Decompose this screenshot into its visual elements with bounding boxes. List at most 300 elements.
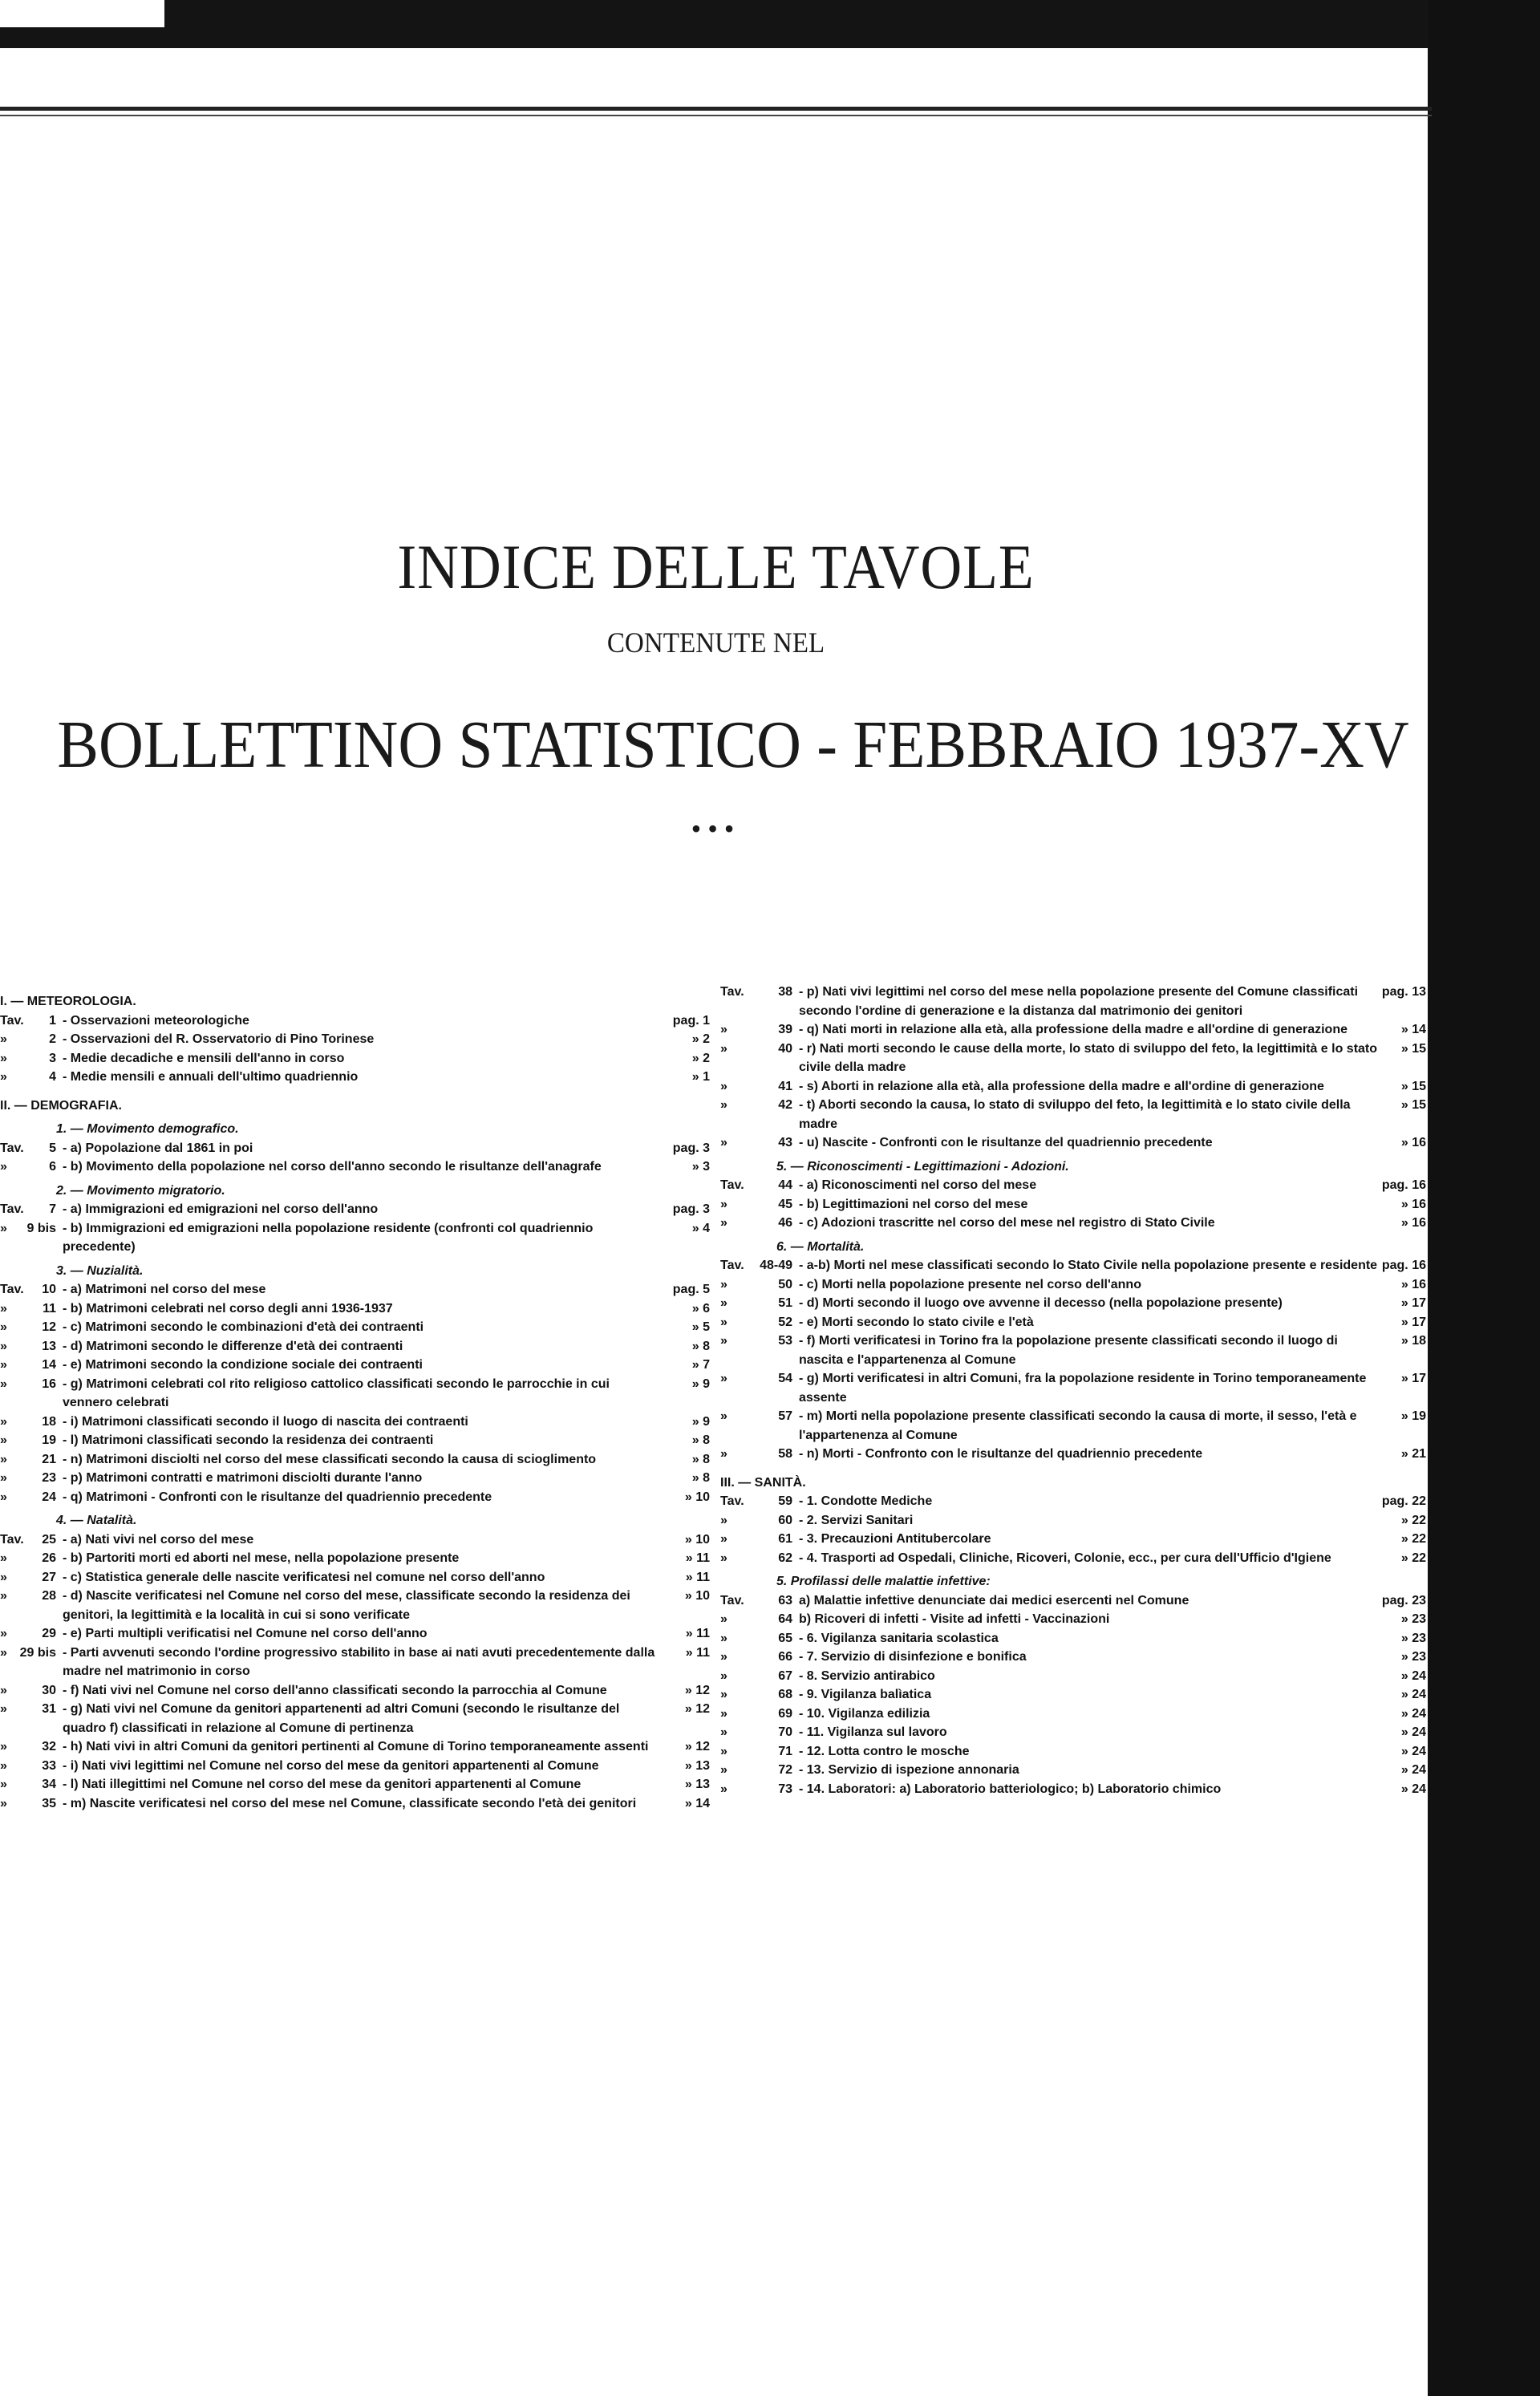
- entry-title: - b) Matrimoni celebrati nel corso degli anni 1936-1937: [63, 1301, 393, 1316]
- page-ref: » 8: [691, 1471, 710, 1485]
- index-entry: [720, 1445, 1426, 1464]
- table-marker: »: [720, 1668, 727, 1683]
- entry-title: - u) Nascite - Confronti con le risultanze del quadriennio precedente: [799, 1136, 1213, 1149]
- table-number: 65: [778, 1631, 792, 1645]
- entry-title: - g) Nati vivi nel Comune da genitori appartenenti ad altri Comuni (secondo le risultanze del quadro f) classificati in relazione al Comune di pertinenza: [63, 1702, 620, 1735]
- table-marker: Tav.: [720, 1494, 744, 1508]
- page-ref: » 24: [1400, 1706, 1426, 1721]
- section-heading: I. — METEOROLOGIA.: [0, 995, 136, 1008]
- entry-title: - 2. Servizi Sanitari: [799, 1513, 914, 1527]
- page-ref: » 24: [1400, 1725, 1426, 1739]
- table-marker: »: [0, 1070, 7, 1084]
- entry-title: - 12. Lotta contro le mosche: [799, 1744, 970, 1758]
- index-entry: [720, 1511, 1426, 1530]
- table-number: 40: [778, 1041, 792, 1056]
- page-ref: » 17: [1400, 1296, 1426, 1310]
- table-marker: »: [0, 1627, 7, 1640]
- scan-top-margin: [0, 0, 164, 27]
- index-entry: [0, 1068, 710, 1087]
- table-marker: »: [720, 1650, 727, 1664]
- table-number: 5: [49, 1141, 56, 1155]
- page-ref: pag. 3: [672, 1141, 710, 1155]
- subsection-heading: 5. — Riconoscimenti - Legittimazioni - Adozioni.: [776, 1159, 1069, 1174]
- page-ref: » 12: [684, 1702, 710, 1716]
- index-entry: [720, 1020, 1426, 1040]
- table-marker: »: [0, 1778, 7, 1791]
- entry-title: - Osservazioni del R. Osservatorio di Pino Torinese: [63, 1032, 375, 1046]
- table-number: 54: [778, 1372, 792, 1385]
- scan-top-border: [0, 0, 1540, 48]
- table-marker: »: [0, 1339, 7, 1353]
- table-number: 70: [778, 1725, 792, 1739]
- entry-title: - Medie mensili e annuali dell'ultimo quadriennio: [63, 1070, 359, 1084]
- table-marker: »: [0, 1796, 7, 1810]
- table-marker: »: [0, 1051, 7, 1065]
- index-entry: [720, 1133, 1426, 1153]
- index-entry: [0, 1624, 710, 1644]
- entry-title: - b) Immigrazioni ed emigrazioni nella popolazione residente (confronti col quadriennio precedente): [63, 1221, 594, 1254]
- table-number: 39: [778, 1023, 792, 1036]
- table-marker: Tav.: [720, 1178, 744, 1192]
- index-entry: [720, 1761, 1426, 1780]
- table-marker: »: [0, 1301, 7, 1316]
- table-number: 71: [778, 1744, 792, 1758]
- table-marker: Tav.: [720, 1259, 744, 1272]
- index-entry: [0, 1794, 710, 1814]
- page-ref: » 21: [1400, 1447, 1426, 1461]
- index-left-column: [0, 983, 710, 1813]
- table-marker: »: [720, 1631, 727, 1645]
- entry-title: - c) Matrimoni secondo le combinazioni d'età dei contraenti: [63, 1320, 424, 1334]
- entry-title: - g) Matrimoni celebrati col rito religioso cattolico classificati secondo le parrocchie in cui vennero celebrati: [63, 1376, 610, 1409]
- table-marker: »: [720, 1372, 727, 1385]
- table-marker: »: [0, 1645, 7, 1660]
- table-marker: »: [720, 1513, 727, 1527]
- table-number: 10: [42, 1283, 56, 1296]
- table-number: 2: [49, 1032, 56, 1046]
- page-ref: » 4: [691, 1221, 710, 1235]
- table-number: 45: [778, 1197, 792, 1211]
- table-number: 29 bis: [19, 1645, 56, 1660]
- index-entry: [0, 1375, 710, 1413]
- index-entry: [0, 1280, 710, 1299]
- table-marker: »: [0, 1320, 7, 1334]
- entry-title: - 9. Vigilanza balìatica: [799, 1688, 932, 1701]
- scan-right-border: [1428, 0, 1540, 2396]
- index-entry: [0, 1775, 710, 1794]
- page-ref: » 10: [684, 1532, 710, 1547]
- table-marker: »: [720, 1023, 727, 1036]
- table-marker: »: [0, 1452, 7, 1466]
- table-marker: Tav.: [0, 1141, 24, 1155]
- entry-title: - m) Morti nella popolazione presente classificati secondo la causa di morte, il sesso, l'età e l'appartenenza al Comune: [799, 1409, 1357, 1442]
- index-entry: [0, 1318, 710, 1337]
- table-marker: »: [0, 1160, 7, 1174]
- index-entry: [0, 1549, 710, 1568]
- table-number: 69: [778, 1706, 792, 1721]
- page-ref: » 24: [1400, 1763, 1426, 1777]
- page-ref: » 18: [1400, 1334, 1426, 1348]
- entry-title: - g) Morti verificatesi in altri Comuni, fra la popolazione residente in Torino temporaneamente assente: [799, 1372, 1367, 1405]
- page-ref: » 15: [1400, 1079, 1426, 1093]
- index-entry: [720, 1667, 1426, 1686]
- entry-title: - q) Matrimoni - Confronti con le risultanze del quadriennio precedente: [63, 1490, 492, 1504]
- page-ref: pag. 22: [1381, 1494, 1426, 1508]
- table-number: 25: [42, 1532, 56, 1547]
- section-heading: II. — DEMOGRAFIA.: [0, 1098, 122, 1113]
- index-entry: [720, 1369, 1426, 1407]
- entry-title: - Medie decadiche e mensili dell'anno in corso: [63, 1051, 345, 1065]
- index-entry: [720, 1629, 1426, 1648]
- page-ref: » 22: [1400, 1513, 1426, 1527]
- table-marker: »: [0, 1570, 7, 1584]
- table-marker: »: [0, 1490, 7, 1504]
- index-entry: [720, 1685, 1426, 1705]
- page-ref: pag. 3: [672, 1202, 710, 1216]
- table-number: 1: [49, 1013, 56, 1028]
- table-number: 31: [42, 1702, 56, 1716]
- page-ref: » 13: [684, 1778, 710, 1791]
- index-entry: [0, 1356, 710, 1375]
- index-right-column: [720, 983, 1426, 1798]
- entry-title: - q) Nati morti in relazione alla età, alla professione della madre e all'ordine di generazione: [799, 1023, 1348, 1036]
- index-entry: [0, 1049, 710, 1068]
- index-entry: [720, 1195, 1426, 1214]
- index-entry: [0, 1219, 710, 1257]
- page-subtitle: CONTENUTE NEL: [606, 626, 825, 659]
- entry-title: - 13. Servizio di ispezione annonaria: [799, 1763, 1019, 1777]
- entry-title: - 6. Vigilanza sanitaria scolastica: [799, 1631, 999, 1645]
- table-marker: »: [720, 1782, 727, 1796]
- page-ref: » 11: [685, 1627, 710, 1640]
- entry-title: - 11. Vigilanza sul lavoro: [799, 1725, 947, 1739]
- page-ref: » 24: [1400, 1688, 1426, 1701]
- header-rule-thin: [0, 115, 1432, 116]
- table-marker: »: [720, 1296, 727, 1310]
- table-number: 66: [778, 1650, 792, 1664]
- page-ref: » 12: [684, 1740, 710, 1753]
- page-ref: » 14: [1400, 1023, 1426, 1036]
- entry-title: - i) Matrimoni classificati secondo il luogo di nascita dei contraenti: [63, 1414, 468, 1429]
- page-ref: » 5: [691, 1320, 710, 1334]
- subsection-heading: 1. — Movimento demografico.: [56, 1122, 239, 1136]
- table-marker: »: [720, 1041, 727, 1056]
- entry-title: - f) Nati vivi nel Comune nel corso dell'anno classificati secondo la parrocchia al Comune: [63, 1683, 607, 1697]
- entry-title: - c) Morti nella popolazione presente nel corso dell'anno: [799, 1277, 1141, 1291]
- page-ref: » 22: [1400, 1532, 1426, 1546]
- subsection-heading: 3. — Nuzialità.: [56, 1263, 144, 1278]
- page-ref: » 14: [684, 1796, 710, 1810]
- ornament: •••: [691, 813, 741, 845]
- index-entry: [0, 1530, 710, 1550]
- table-number: 34: [42, 1778, 56, 1791]
- entry-title: - p) Matrimoni contratti e matrimoni disciolti durante l'anno: [63, 1471, 423, 1485]
- table-number: 73: [778, 1782, 792, 1796]
- table-marker: »: [720, 1216, 727, 1230]
- table-marker: Tav.: [0, 1532, 24, 1547]
- page-ref: » 16: [1400, 1277, 1426, 1291]
- table-marker: Tav.: [0, 1202, 24, 1216]
- index-entry: [720, 983, 1426, 1020]
- page-ref: pag. 13: [1381, 985, 1426, 999]
- entry-title: - c) Adozioni trascritte nel corso del mese nel registro di Stato Civile: [799, 1216, 1215, 1230]
- table-number: 60: [778, 1513, 792, 1527]
- table-number: 26: [42, 1551, 56, 1565]
- page-ref: pag. 1: [672, 1013, 710, 1028]
- index-entry: [720, 1492, 1426, 1511]
- table-number: 50: [778, 1277, 792, 1291]
- index-entry: [0, 1299, 710, 1319]
- index-entry: [720, 1294, 1426, 1313]
- table-marker: »: [720, 1315, 727, 1329]
- table-number: 44: [778, 1178, 792, 1192]
- entry-title: - 1. Condotte Mediche: [799, 1494, 933, 1508]
- table-marker: »: [0, 1740, 7, 1753]
- index-entry: [0, 1700, 710, 1737]
- table-number: 61: [778, 1532, 792, 1546]
- page-ref: » 11: [685, 1570, 710, 1584]
- header-rule: [0, 107, 1432, 111]
- page-ref: » 17: [1400, 1372, 1426, 1385]
- table-marker: »: [0, 1376, 7, 1391]
- table-number: 51: [778, 1296, 792, 1310]
- entry-title: - h) Nati vivi in altri Comuni da genitori pertinenti al Comune di Torino temporaneamente assenti: [63, 1740, 649, 1753]
- table-number: 28: [42, 1589, 56, 1603]
- table-marker: Tav.: [720, 985, 744, 999]
- entry-title: - l) Matrimoni classificati secondo la residenza dei contraenti: [63, 1433, 434, 1447]
- table-number: 42: [778, 1098, 792, 1112]
- index-entry: [720, 1176, 1426, 1195]
- index-entry: [720, 1040, 1426, 1077]
- index-entry: [0, 1337, 710, 1356]
- page-ref: » 8: [691, 1452, 710, 1466]
- table-marker: »: [0, 1683, 7, 1697]
- entry-title: - p) Nati vivi legittimi nel corso del mese nella popolazione presente del Comune classificati secondo l'ordine di generazione e la distanza dal matrimonio dei genitori: [799, 985, 1359, 1018]
- table-marker: »: [720, 1098, 727, 1112]
- page-ref: » 23: [1400, 1612, 1426, 1626]
- table-marker: »: [720, 1744, 727, 1758]
- table-number: 33: [42, 1758, 56, 1773]
- bulletin-title: BOLLETTINO STATISTICO - FEBBRAIO 1937-XV: [57, 707, 1409, 782]
- page-ref: » 16: [1400, 1216, 1426, 1230]
- entry-title: - e) Matrimoni secondo la condizione sociale dei contraenti: [63, 1358, 423, 1372]
- entry-title: - 4. Trasporti ad Ospedali, Cliniche, Ricoveri, Colonie, ecc., per cura dell'Ufficio d'Igiene: [799, 1551, 1331, 1565]
- index-entry: [0, 1139, 710, 1158]
- page-ref: pag. 23: [1381, 1593, 1426, 1607]
- index-entry: [0, 1469, 710, 1488]
- entry-title: - n) Morti - Confronto con le risultanze del quadriennio precedente: [799, 1447, 1203, 1461]
- entry-title: - d) Nascite verificatesi nel Comune nel corso del mese, classificate secondo la residenza dei genitori, la legittimità e la località in cui si sono verificate: [63, 1589, 630, 1622]
- index-entry: [720, 1407, 1426, 1445]
- entry-title: - r) Nati morti secondo le cause della morte, lo stato di sviluppo del feto, la legittimità e lo stato civile della madre: [799, 1041, 1378, 1074]
- table-marker: Tav.: [0, 1013, 24, 1028]
- entry-title: - s) Aborti in relazione alla età, alla professione della madre e all'ordine di generazione: [799, 1079, 1324, 1093]
- table-marker: »: [720, 1079, 727, 1093]
- index-entry: [720, 1705, 1426, 1724]
- index-entry: [720, 1742, 1426, 1762]
- table-marker: »: [0, 1758, 7, 1773]
- page-ref: » 3: [691, 1160, 710, 1174]
- table-number: 58: [778, 1447, 792, 1461]
- index-entry: [720, 1313, 1426, 1332]
- entry-title: - c) Statistica generale delle nascite verificatesi nel comune nel corso dell'anno: [63, 1570, 545, 1584]
- table-marker: »: [720, 1277, 727, 1291]
- index-entry: [0, 1030, 710, 1049]
- table-number: 53: [778, 1334, 792, 1348]
- table-number: 52: [778, 1315, 792, 1329]
- entry-title: - 14. Laboratori: a) Laboratorio batteriologico; b) Laboratorio chimico: [799, 1782, 1222, 1796]
- table-marker: »: [0, 1702, 7, 1716]
- table-number: 35: [42, 1796, 56, 1810]
- page-ref: » 24: [1400, 1668, 1426, 1683]
- table-marker: »: [0, 1032, 7, 1046]
- page-ref: pag. 16: [1381, 1259, 1426, 1272]
- page-ref: » 15: [1400, 1041, 1426, 1056]
- entry-title: - a) Nati vivi nel corso del mese: [63, 1532, 254, 1547]
- subsection-heading: 4. — Natalità.: [56, 1514, 137, 1527]
- table-marker: »: [0, 1471, 7, 1485]
- page-ref: » 16: [1400, 1136, 1426, 1149]
- entry-title: - b) Partoriti morti ed aborti nel mese, nella popolazione presente: [63, 1551, 460, 1565]
- table-number: 23: [42, 1471, 56, 1485]
- table-number: 3: [49, 1051, 56, 1065]
- index-entry: [720, 1723, 1426, 1742]
- table-number: 48-49: [760, 1259, 792, 1272]
- table-number: 62: [778, 1551, 792, 1565]
- index-entry: [0, 1012, 710, 1031]
- index-entry: [0, 1413, 710, 1432]
- page-ref: » 13: [684, 1758, 710, 1773]
- index-entry: [720, 1275, 1426, 1295]
- page-ref: » 15: [1400, 1098, 1426, 1112]
- table-marker: Tav.: [720, 1593, 744, 1607]
- entry-title: - l) Nati illegittimi nel Comune nel corso del mese da genitori appartenenti al Comune: [63, 1778, 582, 1791]
- index-entry: [720, 1780, 1426, 1799]
- table-marker: »: [720, 1409, 727, 1423]
- table-marker: »: [720, 1551, 727, 1565]
- page-ref: » 8: [691, 1433, 710, 1447]
- entry-title: - 7. Servizio di disinfezione e bonifica: [799, 1650, 1027, 1664]
- page-ref: » 19: [1400, 1409, 1426, 1423]
- table-number: 27: [42, 1570, 56, 1584]
- page-ref: » 10: [684, 1589, 710, 1603]
- page-ref: » 9: [691, 1414, 710, 1429]
- table-number: 59: [778, 1494, 792, 1508]
- index-entry: [0, 1644, 710, 1681]
- table-marker: »: [720, 1612, 727, 1626]
- page-ref: » 23: [1400, 1650, 1426, 1664]
- table-number: 6: [49, 1160, 56, 1174]
- table-marker: »: [0, 1221, 7, 1235]
- table-number: 4: [49, 1070, 56, 1084]
- page-ref: » 24: [1400, 1782, 1426, 1796]
- entry-title: - 8. Servizio antirabico: [799, 1668, 935, 1683]
- table-number: 43: [778, 1136, 792, 1149]
- page-ref: » 9: [691, 1376, 710, 1391]
- index-entry: [0, 1681, 710, 1701]
- table-number: 67: [778, 1668, 792, 1683]
- page-ref: pag. 16: [1381, 1178, 1426, 1192]
- entry-title: - f) Morti verificatesi in Torino fra la popolazione presente classificati secondo il luogo di nascita e l'appartenenza al Comune: [799, 1334, 1338, 1367]
- table-marker: »: [0, 1414, 7, 1429]
- table-number: 7: [49, 1202, 56, 1216]
- table-number: 13: [42, 1339, 56, 1353]
- table-number: 9 bis: [26, 1221, 56, 1235]
- page-title: INDICE DELLE TAVOLE: [397, 532, 1035, 602]
- index-entry: [720, 1648, 1426, 1667]
- table-number: 16: [42, 1376, 56, 1391]
- index-entry: [0, 1431, 710, 1450]
- index-entry: [0, 1757, 710, 1776]
- entry-title: - b) Legittimazioni nel corso del mese: [799, 1197, 1028, 1211]
- entry-title: - m) Nascite verificatesi nel corso del mese nel Comune, classificate secondo l'età dei genitori: [63, 1796, 637, 1810]
- table-number: 72: [778, 1763, 792, 1777]
- page-ref: » 2: [691, 1051, 710, 1065]
- table-marker: »: [720, 1136, 727, 1149]
- page-ref: » 7: [691, 1358, 710, 1372]
- entry-title: - Osservazioni meteorologiche: [63, 1013, 249, 1028]
- page-ref: » 16: [1400, 1197, 1426, 1211]
- page-ref: » 10: [684, 1490, 710, 1504]
- entry-title: - d) Morti secondo il luogo ove avvenne il decesso (nella popolazione presente): [799, 1296, 1283, 1310]
- table-marker: »: [720, 1334, 727, 1348]
- entry-title: - e) Parti multipli verificatisi nel Comune nel corso dell'anno: [63, 1627, 428, 1640]
- page-ref: » 11: [685, 1551, 710, 1565]
- page-ref: » 2: [691, 1032, 710, 1046]
- index-entry: [720, 1610, 1426, 1629]
- table-marker: »: [720, 1763, 727, 1777]
- table-number: 11: [43, 1301, 56, 1316]
- index-entry: [0, 1488, 710, 1507]
- entry-title: - a) Riconoscimenti nel corso del mese: [799, 1178, 1037, 1192]
- table-number: 30: [42, 1683, 56, 1697]
- page-ref: » 23: [1400, 1631, 1426, 1645]
- entry-title: - e) Morti secondo lo stato civile e l'età: [799, 1315, 1034, 1329]
- subsection-heading: 6. — Mortalità.: [776, 1239, 865, 1254]
- entry-title: a) Malattie infettive denunciate dai medici esercenti nel Comune: [799, 1593, 1189, 1607]
- index-entry: [0, 1568, 710, 1587]
- table-marker: »: [720, 1688, 727, 1701]
- subsection-heading: 2. — Movimento migratorio.: [56, 1183, 225, 1198]
- entry-title: - a) Matrimoni nel corso del mese: [63, 1283, 266, 1296]
- table-number: 41: [778, 1079, 792, 1093]
- subsection-heading: 5. Profilassi delle malattie infettive:: [776, 1575, 991, 1588]
- table-number: 32: [42, 1740, 56, 1753]
- index-entry: [720, 1256, 1426, 1275]
- index-entry: [720, 1332, 1426, 1369]
- table-number: 38: [778, 985, 792, 999]
- table-marker: »: [0, 1551, 7, 1565]
- table-number: 57: [778, 1409, 792, 1423]
- table-number: 63: [778, 1593, 792, 1607]
- section-heading: III. — SANITÀ.: [720, 1475, 806, 1490]
- table-number: 18: [42, 1414, 56, 1429]
- page-ref: » 11: [685, 1645, 710, 1660]
- entry-title: - i) Nati vivi legittimi nel Comune nel corso del mese da genitori appartenenti al Comune: [63, 1758, 599, 1773]
- entry-title: b) Ricoveri di infetti - Visite ad infetti - Vaccinazioni: [799, 1612, 1110, 1626]
- entry-title: - d) Matrimoni secondo le differenze d'età dei contraenti: [63, 1339, 403, 1353]
- index-entry: [720, 1591, 1426, 1611]
- entry-title: - Parti avvenuti secondo l'ordine progressivo stabilito in base ai nati avuti precedentemente dalla madre nel matrimonio in corso: [63, 1645, 655, 1678]
- index-entry: [720, 1214, 1426, 1233]
- table-number: 46: [778, 1216, 792, 1230]
- table-marker: »: [720, 1447, 727, 1461]
- entry-title: - n) Matrimoni disciolti nel corso del mese classificati secondo la causa di scioglimento: [63, 1452, 597, 1466]
- table-number: 24: [42, 1490, 56, 1504]
- page-ref: » 12: [684, 1683, 710, 1697]
- table-number: 21: [42, 1452, 56, 1466]
- table-marker: »: [720, 1197, 727, 1211]
